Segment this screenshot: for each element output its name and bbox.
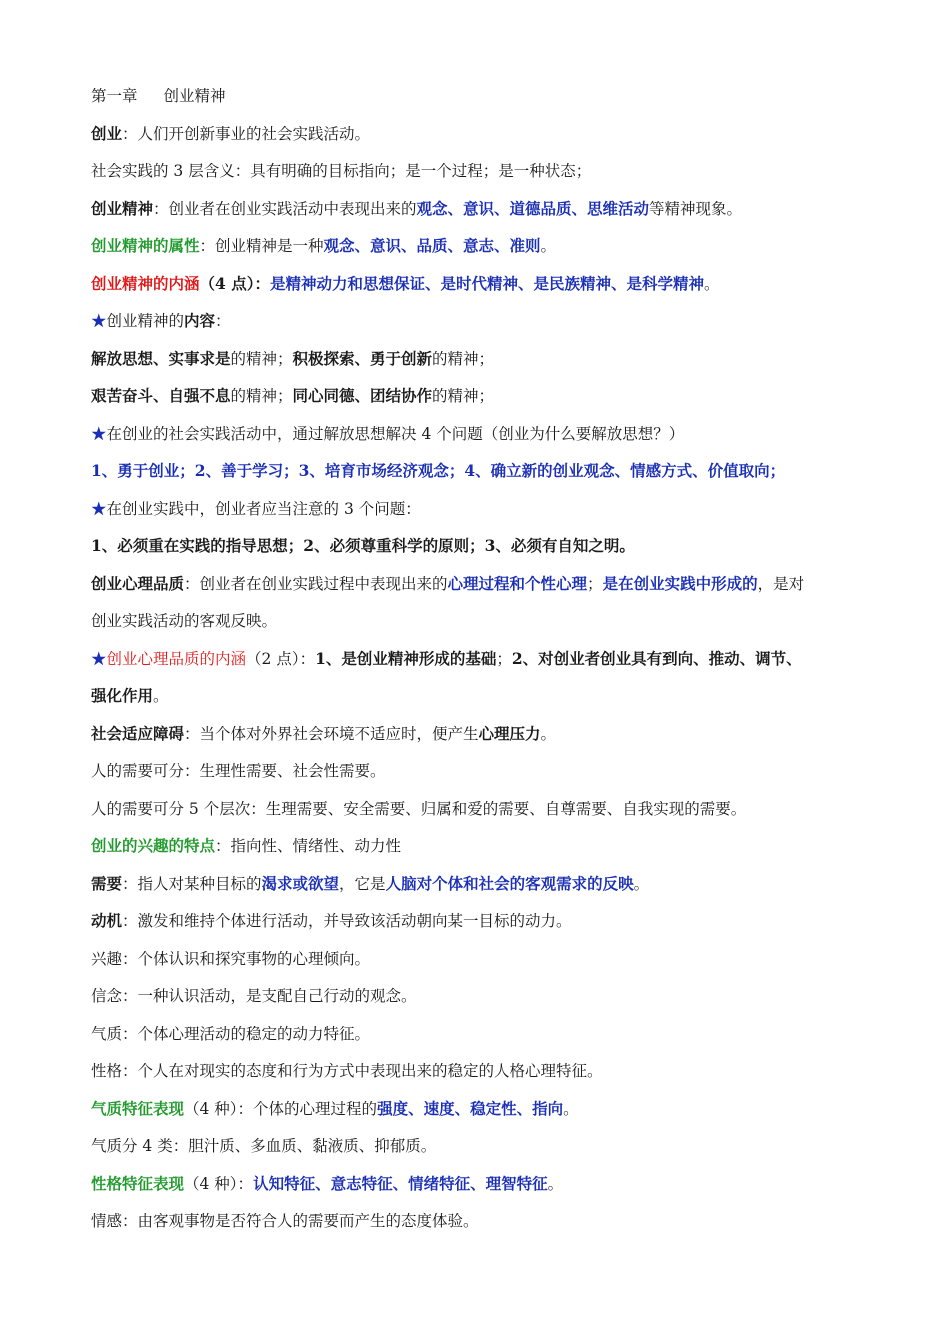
def-chuangye-jingshen (91, 199, 890, 219)
liberation-items (91, 461, 890, 481)
jingshen-content-2 (91, 386, 890, 406)
def-emotion (91, 1211, 890, 1231)
text-segment: ； (587, 575, 603, 593)
text-segment: 心理压力 (478, 724, 541, 743)
text-segment: ，它是 (339, 875, 386, 893)
text-segment: 需要 (91, 874, 123, 893)
text-segment: 性格特征表现 (91, 1174, 185, 1193)
star-icon: ★ (91, 312, 107, 330)
text-segment: 情感：由客观事物是否符合人的需要而产生的态度体验。 (91, 1212, 479, 1230)
text-segment: 创业精神 (163, 87, 226, 105)
text-segment: ：当个体对外界社会环境不适应时，便产生 (184, 725, 479, 743)
text-segment: 社会实践的 3 层含义：具有明确的目标指向；是一个过程；是一种状态； (91, 162, 592, 180)
xinli-connotation-1 (91, 649, 890, 669)
text-segment: 气质特征表现 (91, 1099, 185, 1118)
text-segment: 。 (540, 237, 557, 255)
def-xinli-pinzhi-1 (91, 574, 890, 594)
text-segment: 创业实践活动的客观反映。 (91, 612, 278, 630)
def-character (91, 1061, 890, 1081)
text-segment: 信念：一种认识活动，是支配自己行动的观念。 (91, 987, 417, 1005)
text-segment: 。 (703, 275, 720, 293)
text-segment: 创业 (91, 124, 123, 143)
chapter-title (91, 86, 890, 106)
text-segment: 在创业的社会实践活动中，通过解放思想解决 4 个问题（创业为什么要解放思想？） (106, 425, 685, 443)
text-segment: 渴求或欲望 (261, 874, 340, 893)
jingshen-attributes (91, 236, 890, 256)
liberation-heading (91, 424, 890, 444)
text-segment: 创业心理品质 (91, 574, 185, 593)
text-segment: 2、对创业者创业具有到向、推动、调节、 (511, 649, 802, 668)
text-segment: 是在创业实践中形成的 (602, 574, 758, 593)
text-segment: （2 点）： (246, 650, 316, 668)
text-segment: （4 种）：个体的心理过程的 (184, 1100, 378, 1118)
xinli-connotation-2 (91, 686, 890, 706)
def-need (91, 874, 890, 894)
text-segment: 1、必须重在实践的指导思想；2、必须尊重科学的原则；3、必须有自知之明。 (91, 536, 635, 555)
text-segment: ：激发和维持个体进行活动，并导致该活动朝向某一目标的动力。 (122, 912, 572, 930)
text-segment: ，是对 (757, 575, 805, 593)
practice-issues-items (91, 536, 890, 556)
text-segment: 的精神； (230, 387, 293, 405)
text-segment: ：人们开创新事业的社会实践活动。 (122, 125, 371, 143)
needs-levels (91, 799, 890, 819)
star-icon: ★ (91, 650, 107, 668)
social-adaptation (91, 724, 890, 744)
text-segment: 的精神； (432, 387, 495, 405)
text-segment: 创业的兴趣的特点 (91, 836, 216, 855)
needs-types (91, 761, 890, 781)
text-segment: ：指向性、情绪性、动力性 (215, 837, 402, 855)
text-segment: 。 (153, 687, 169, 705)
text-segment: 人的需要可分 5 个层次：生理需要、安全需要、归属和爱的需要、自尊需要、自我实现的需要。 (91, 800, 747, 818)
text-segment: 解放思想、实事求是 (91, 349, 231, 368)
text-segment: 心理过程和个性心理 (447, 574, 588, 593)
text-segment: 是精神动力和思想保证、是时代精神、是民族精神、是科学精神 (269, 274, 704, 293)
star-icon: ★ (91, 500, 107, 518)
def-interest (91, 949, 890, 969)
social-practice-levels (91, 161, 890, 181)
text-segment: 1、勇于创业；2、善于学习；3、培育市场经济观念；4、确立新的创业观念、情感方式、价值取向； (91, 461, 786, 480)
text-segment: 。 (633, 875, 650, 893)
jingshen-content-heading (91, 311, 890, 331)
text-segment: 在创业实践中，创业者应当注意的 3 个问题： (106, 500, 421, 518)
text-segment: 内容 (184, 311, 216, 330)
text-segment: ； (496, 650, 512, 668)
def-temperament (91, 1024, 890, 1044)
text-segment: 创业心理品质的内涵 (106, 650, 247, 668)
text-segment: 动机 (91, 911, 123, 930)
text-segment: ：创业者在创业实践过程中表现出来的 (184, 575, 448, 593)
text-segment: 艰苦奋斗、自强不息 (91, 386, 231, 405)
text-segment: 性格：个人在对现实的态度和行为方式中表现出来的稳定的人格心理特征。 (91, 1062, 603, 1080)
text-segment: 认知特征、意志特征、情绪特征、理智特征 (253, 1174, 548, 1193)
text-segment: 。 (540, 725, 557, 743)
def-belief (91, 986, 890, 1006)
text-segment: ：指人对某种目标的 (122, 875, 262, 893)
text-segment: 创业精神 (91, 199, 154, 218)
text-segment: 第一章 (91, 87, 138, 105)
text-segment: 积极探索、勇于创新 (292, 349, 433, 368)
def-motive (91, 911, 890, 931)
text-segment: 气质分 4 类：胆汁质、多血质、黏液质、抑郁质。 (91, 1137, 437, 1155)
interest-features (91, 836, 890, 856)
text-segment: 人脑对个体和社会的客观需求的反映 (385, 874, 634, 893)
text-segment: 创业精神的 (106, 312, 185, 330)
temperament-types (91, 1136, 890, 1156)
text-segment: 的精神； (432, 350, 495, 368)
text-segment: 。 (563, 1100, 579, 1118)
text-segment: 。 (547, 1175, 564, 1193)
def-xinli-pinzhi-2 (91, 611, 890, 631)
text-segment: 创业精神的内涵 (91, 274, 200, 293)
text-segment: 同心同德、团结协作 (292, 386, 433, 405)
text-segment: 等精神现象。 (649, 200, 743, 218)
text-segment: 的精神； (230, 350, 293, 368)
text-segment: 社会适应障碍 (91, 724, 185, 743)
text-segment: 观念、意识、道德品质、思维活动 (416, 199, 650, 218)
text-segment: 强化作用 (91, 686, 154, 705)
text-segment: 强度、速度、稳定性、指向 (377, 1099, 564, 1118)
text-segment: 人的需要可分：生理性需要、社会性需要。 (91, 762, 386, 780)
text-segment: ：创业者在创业实践活动中表现出来的 (153, 200, 417, 218)
star-icon: ★ (91, 425, 107, 443)
text-segment: （4 种）： (184, 1175, 254, 1193)
text-segment: 兴趣：个体认识和探究事物的心理倾向。 (91, 950, 371, 968)
text-segment: ：创业精神是一种 (199, 237, 324, 255)
character-features (91, 1174, 890, 1194)
practice-issues-heading (91, 499, 890, 519)
text-segment: ： (215, 312, 231, 330)
text-segment: 气质：个体心理活动的稳定的动力特征。 (91, 1025, 371, 1043)
text-segment: （4 点）： (199, 274, 270, 293)
temperament-features (91, 1099, 890, 1119)
def-chuangye (91, 124, 890, 144)
jingshen-content-1 (91, 349, 890, 369)
jingshen-connotation (91, 274, 890, 294)
text-segment: 创业精神的属性 (91, 236, 200, 255)
text-segment: 观念、意识、品质、意志、准则 (323, 236, 541, 255)
text-segment: 1、是创业精神形成的基础 (315, 649, 497, 668)
